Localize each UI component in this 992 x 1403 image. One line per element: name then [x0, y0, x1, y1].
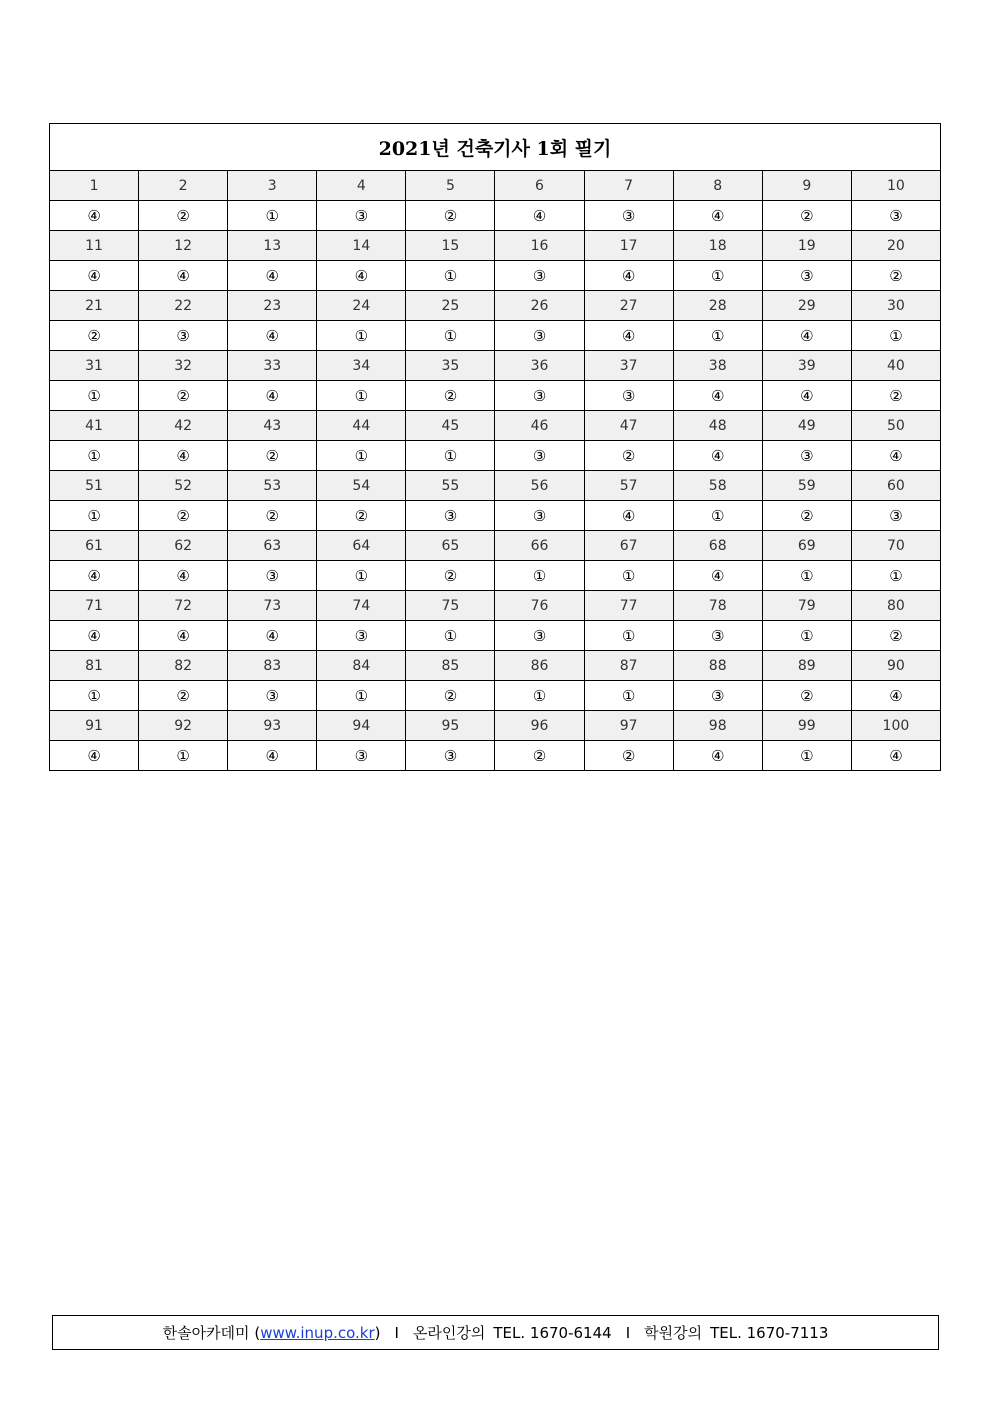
answer-cell: ②	[406, 201, 495, 231]
answer-cell: ③	[317, 201, 406, 231]
answer-cell: ②	[228, 441, 317, 471]
question-number-cell: 47	[584, 411, 673, 441]
question-number-row	[50, 711, 941, 741]
answer-cell: ④	[495, 201, 584, 231]
question-number-cell: 7	[584, 171, 673, 201]
answer-cell: ①	[584, 561, 673, 591]
question-number-cell: 65	[406, 531, 495, 561]
question-number-cell: 30	[851, 291, 940, 321]
question-number-cell: 16	[495, 231, 584, 261]
question-number-cell: 70	[851, 531, 940, 561]
question-number-cell: 10	[851, 171, 940, 201]
answer-cell: ③	[851, 501, 940, 531]
question-number-cell: 53	[228, 471, 317, 501]
question-number-cell: 77	[584, 591, 673, 621]
answer-cell: ④	[584, 321, 673, 351]
question-number-cell: 91	[50, 711, 139, 741]
question-number-cell: 84	[317, 651, 406, 681]
question-number-cell: 52	[139, 471, 228, 501]
question-number-cell: 68	[673, 531, 762, 561]
question-number-cell: 79	[762, 591, 851, 621]
answer-row	[50, 621, 941, 651]
question-number-cell: 67	[584, 531, 673, 561]
question-number-cell: 97	[584, 711, 673, 741]
question-number-cell: 9	[762, 171, 851, 201]
answer-cell: ④	[139, 261, 228, 291]
question-number-cell: 25	[406, 291, 495, 321]
question-number-cell: 37	[584, 351, 673, 381]
question-number-cell: 35	[406, 351, 495, 381]
answer-row	[50, 441, 941, 471]
answer-cell: ②	[762, 681, 851, 711]
question-number-cell: 28	[673, 291, 762, 321]
question-number-cell: 55	[406, 471, 495, 501]
question-number-cell: 75	[406, 591, 495, 621]
answer-cell: ③	[851, 201, 940, 231]
question-number-cell: 17	[584, 231, 673, 261]
answer-cell: ④	[228, 621, 317, 651]
question-number-cell: 74	[317, 591, 406, 621]
title-row	[50, 124, 941, 171]
question-number-cell: 31	[50, 351, 139, 381]
question-number-cell: 34	[317, 351, 406, 381]
answer-row	[50, 681, 941, 711]
answer-cell: ②	[139, 201, 228, 231]
answer-cell: ①	[317, 441, 406, 471]
answer-cell: ②	[762, 201, 851, 231]
question-number-cell: 22	[139, 291, 228, 321]
answer-cell: ④	[50, 561, 139, 591]
answer-cell: ①	[228, 201, 317, 231]
answer-cell: ①	[50, 441, 139, 471]
answer-cell: ①	[851, 561, 940, 591]
question-number-cell: 33	[228, 351, 317, 381]
answer-cell: ①	[406, 321, 495, 351]
question-number-cell: 44	[317, 411, 406, 441]
answer-cell: ②	[50, 321, 139, 351]
answer-row	[50, 561, 941, 591]
question-number-cell: 23	[228, 291, 317, 321]
answer-cell: ②	[406, 681, 495, 711]
academy-lecture-label: 학원강의	[644, 1324, 703, 1342]
question-number-cell: 15	[406, 231, 495, 261]
question-number-cell: 99	[762, 711, 851, 741]
question-number-cell: 90	[851, 651, 940, 681]
question-number-cell: 14	[317, 231, 406, 261]
answer-cell: ②	[139, 381, 228, 411]
question-number-row	[50, 651, 941, 681]
answer-cell: ①	[584, 681, 673, 711]
question-number-cell: 64	[317, 531, 406, 561]
answer-cell: ①	[495, 681, 584, 711]
answer-cell: ①	[139, 741, 228, 771]
question-number-cell: 42	[139, 411, 228, 441]
answer-cell: ①	[673, 261, 762, 291]
academy-lecture-tel: TEL. 1670-7113	[710, 1323, 829, 1342]
question-number-cell: 5	[406, 171, 495, 201]
answer-cell: ④	[673, 381, 762, 411]
answer-cell: ③	[228, 681, 317, 711]
academy-name: 한솔아카데미	[162, 1324, 250, 1342]
question-number-cell: 38	[673, 351, 762, 381]
answer-cell: ①	[584, 621, 673, 651]
answer-cell: ①	[495, 561, 584, 591]
answer-cell: ①	[673, 321, 762, 351]
question-number-cell: 85	[406, 651, 495, 681]
page-title: 2021년 건축기사 1회 필기	[50, 124, 941, 171]
answer-cell: ③	[495, 321, 584, 351]
question-number-cell: 32	[139, 351, 228, 381]
question-number-row	[50, 291, 941, 321]
question-number-cell: 51	[50, 471, 139, 501]
question-number-cell: 62	[139, 531, 228, 561]
answer-cell: ④	[228, 741, 317, 771]
question-number-cell: 29	[762, 291, 851, 321]
answer-cell: ④	[851, 741, 940, 771]
answer-cell: ③	[584, 201, 673, 231]
question-number-cell: 87	[584, 651, 673, 681]
question-number-cell: 81	[50, 651, 139, 681]
answer-cell: ③	[762, 261, 851, 291]
answer-cell: ②	[406, 561, 495, 591]
question-number-cell: 6	[495, 171, 584, 201]
question-number-cell: 71	[50, 591, 139, 621]
online-lecture-label: 온라인강의	[412, 1324, 486, 1342]
answer-cell: ④	[139, 621, 228, 651]
question-number-cell: 18	[673, 231, 762, 261]
answer-cell: ④	[228, 261, 317, 291]
question-number-cell: 63	[228, 531, 317, 561]
question-number-cell: 61	[50, 531, 139, 561]
question-number-cell: 80	[851, 591, 940, 621]
question-number-cell: 50	[851, 411, 940, 441]
question-number-cell: 21	[50, 291, 139, 321]
question-number-cell: 13	[228, 231, 317, 261]
question-number-cell: 96	[495, 711, 584, 741]
open-paren: (	[254, 1323, 261, 1342]
answer-cell: ③	[228, 561, 317, 591]
question-number-cell: 27	[584, 291, 673, 321]
answer-cell: ③	[406, 741, 495, 771]
answer-row	[50, 501, 941, 531]
answer-cell: ①	[50, 681, 139, 711]
answer-row	[50, 321, 941, 351]
answer-cell: ①	[851, 321, 940, 351]
answer-row	[50, 201, 941, 231]
answer-cell: ②	[139, 501, 228, 531]
answer-cell: ③	[584, 381, 673, 411]
question-number-cell: 60	[851, 471, 940, 501]
question-number-row	[50, 411, 941, 441]
question-number-row	[50, 351, 941, 381]
answer-cell: ③	[762, 441, 851, 471]
answer-key-table	[49, 123, 941, 771]
question-number-cell: 59	[762, 471, 851, 501]
answer-cell: ④	[673, 561, 762, 591]
answer-cell: ④	[228, 381, 317, 411]
answer-cell: ①	[317, 321, 406, 351]
question-number-cell: 46	[495, 411, 584, 441]
answer-cell: ①	[762, 621, 851, 651]
answer-cell: ①	[673, 501, 762, 531]
question-number-cell: 78	[673, 591, 762, 621]
answer-cell: ④	[673, 201, 762, 231]
answer-key-body	[50, 124, 941, 771]
answer-cell: ④	[673, 441, 762, 471]
answer-cell: ④	[584, 501, 673, 531]
question-number-cell: 24	[317, 291, 406, 321]
answer-cell: ④	[50, 741, 139, 771]
answer-cell: ①	[406, 621, 495, 651]
question-number-cell: 69	[762, 531, 851, 561]
answer-cell: ③	[673, 621, 762, 651]
answer-cell: ③	[495, 441, 584, 471]
separator-1: I	[394, 1323, 399, 1342]
question-number-cell: 93	[228, 711, 317, 741]
answer-cell: ①	[406, 261, 495, 291]
answer-cell: ①	[317, 681, 406, 711]
question-number-cell: 2	[139, 171, 228, 201]
question-number-cell: 83	[228, 651, 317, 681]
answer-cell: ②	[851, 261, 940, 291]
question-number-row	[50, 171, 941, 201]
answer-cell: ③	[495, 501, 584, 531]
close-paren: )	[374, 1323, 381, 1342]
answer-cell: ②	[317, 501, 406, 531]
answer-cell: ②	[851, 381, 940, 411]
answer-cell: ①	[317, 561, 406, 591]
question-number-cell: 48	[673, 411, 762, 441]
question-number-cell: 41	[50, 411, 139, 441]
answer-cell: ③	[317, 621, 406, 651]
answer-cell: ③	[495, 621, 584, 651]
answer-cell: ③	[495, 261, 584, 291]
answer-cell: ④	[762, 381, 851, 411]
answer-cell: ③	[673, 681, 762, 711]
answer-cell: ①	[406, 441, 495, 471]
answer-cell: ②	[851, 621, 940, 651]
answer-cell: ①	[762, 741, 851, 771]
question-number-cell: 89	[762, 651, 851, 681]
answer-cell: ④	[50, 201, 139, 231]
question-number-cell: 8	[673, 171, 762, 201]
answer-cell: ④	[851, 681, 940, 711]
question-number-cell: 57	[584, 471, 673, 501]
answer-cell: ③	[317, 741, 406, 771]
question-number-cell: 12	[139, 231, 228, 261]
question-number-cell: 66	[495, 531, 584, 561]
answer-cell: ②	[228, 501, 317, 531]
answer-cell: ③	[139, 321, 228, 351]
question-number-cell: 26	[495, 291, 584, 321]
answer-cell: ④	[851, 441, 940, 471]
answer-cell: ④	[673, 741, 762, 771]
question-number-row	[50, 231, 941, 261]
question-number-cell: 49	[762, 411, 851, 441]
answer-cell: ①	[762, 561, 851, 591]
question-number-cell: 39	[762, 351, 851, 381]
question-number-cell: 45	[406, 411, 495, 441]
question-number-cell: 43	[228, 411, 317, 441]
online-lecture-tel: TEL. 1670-6144	[493, 1323, 612, 1342]
separator-2: I	[625, 1323, 631, 1342]
question-number-cell: 82	[139, 651, 228, 681]
question-number-cell: 86	[495, 651, 584, 681]
answer-row	[50, 261, 941, 291]
answer-cell: ②	[762, 501, 851, 531]
answer-cell: ②	[495, 741, 584, 771]
answer-cell: ④	[762, 321, 851, 351]
question-number-cell: 72	[139, 591, 228, 621]
answer-cell: ④	[50, 261, 139, 291]
answer-cell: ④	[139, 441, 228, 471]
question-number-cell: 36	[495, 351, 584, 381]
question-number-cell: 4	[317, 171, 406, 201]
answer-cell: ④	[584, 261, 673, 291]
answer-cell: ①	[317, 381, 406, 411]
question-number-cell: 100	[851, 711, 940, 741]
question-number-cell: 1	[50, 171, 139, 201]
question-number-cell: 11	[50, 231, 139, 261]
question-number-cell: 88	[673, 651, 762, 681]
answer-row	[50, 381, 941, 411]
question-number-cell: 76	[495, 591, 584, 621]
question-number-row	[50, 591, 941, 621]
answer-cell: ④	[50, 621, 139, 651]
website-link[interactable]: www.inup.co.kr	[260, 1323, 375, 1342]
answer-cell: ②	[584, 741, 673, 771]
question-number-cell: 94	[317, 711, 406, 741]
answer-cell: ②	[406, 381, 495, 411]
question-number-row	[50, 531, 941, 561]
question-number-cell: 54	[317, 471, 406, 501]
question-number-cell: 58	[673, 471, 762, 501]
answer-cell: ③	[406, 501, 495, 531]
question-number-cell: 40	[851, 351, 940, 381]
question-number-cell: 95	[406, 711, 495, 741]
answer-cell: ③	[495, 381, 584, 411]
question-number-row	[50, 471, 941, 501]
question-number-cell: 73	[228, 591, 317, 621]
answer-cell: ①	[50, 381, 139, 411]
answer-cell: ④	[139, 561, 228, 591]
question-number-cell: 92	[139, 711, 228, 741]
answer-cell: ④	[317, 261, 406, 291]
footer-contact-bar	[52, 1315, 939, 1350]
question-number-cell: 3	[228, 171, 317, 201]
question-number-cell: 19	[762, 231, 851, 261]
answer-cell: ①	[50, 501, 139, 531]
answer-cell: ②	[139, 681, 228, 711]
answer-cell: ④	[228, 321, 317, 351]
answer-cell: ②	[584, 441, 673, 471]
question-number-cell: 20	[851, 231, 940, 261]
question-number-cell: 56	[495, 471, 584, 501]
answer-row	[50, 741, 941, 771]
question-number-cell: 98	[673, 711, 762, 741]
